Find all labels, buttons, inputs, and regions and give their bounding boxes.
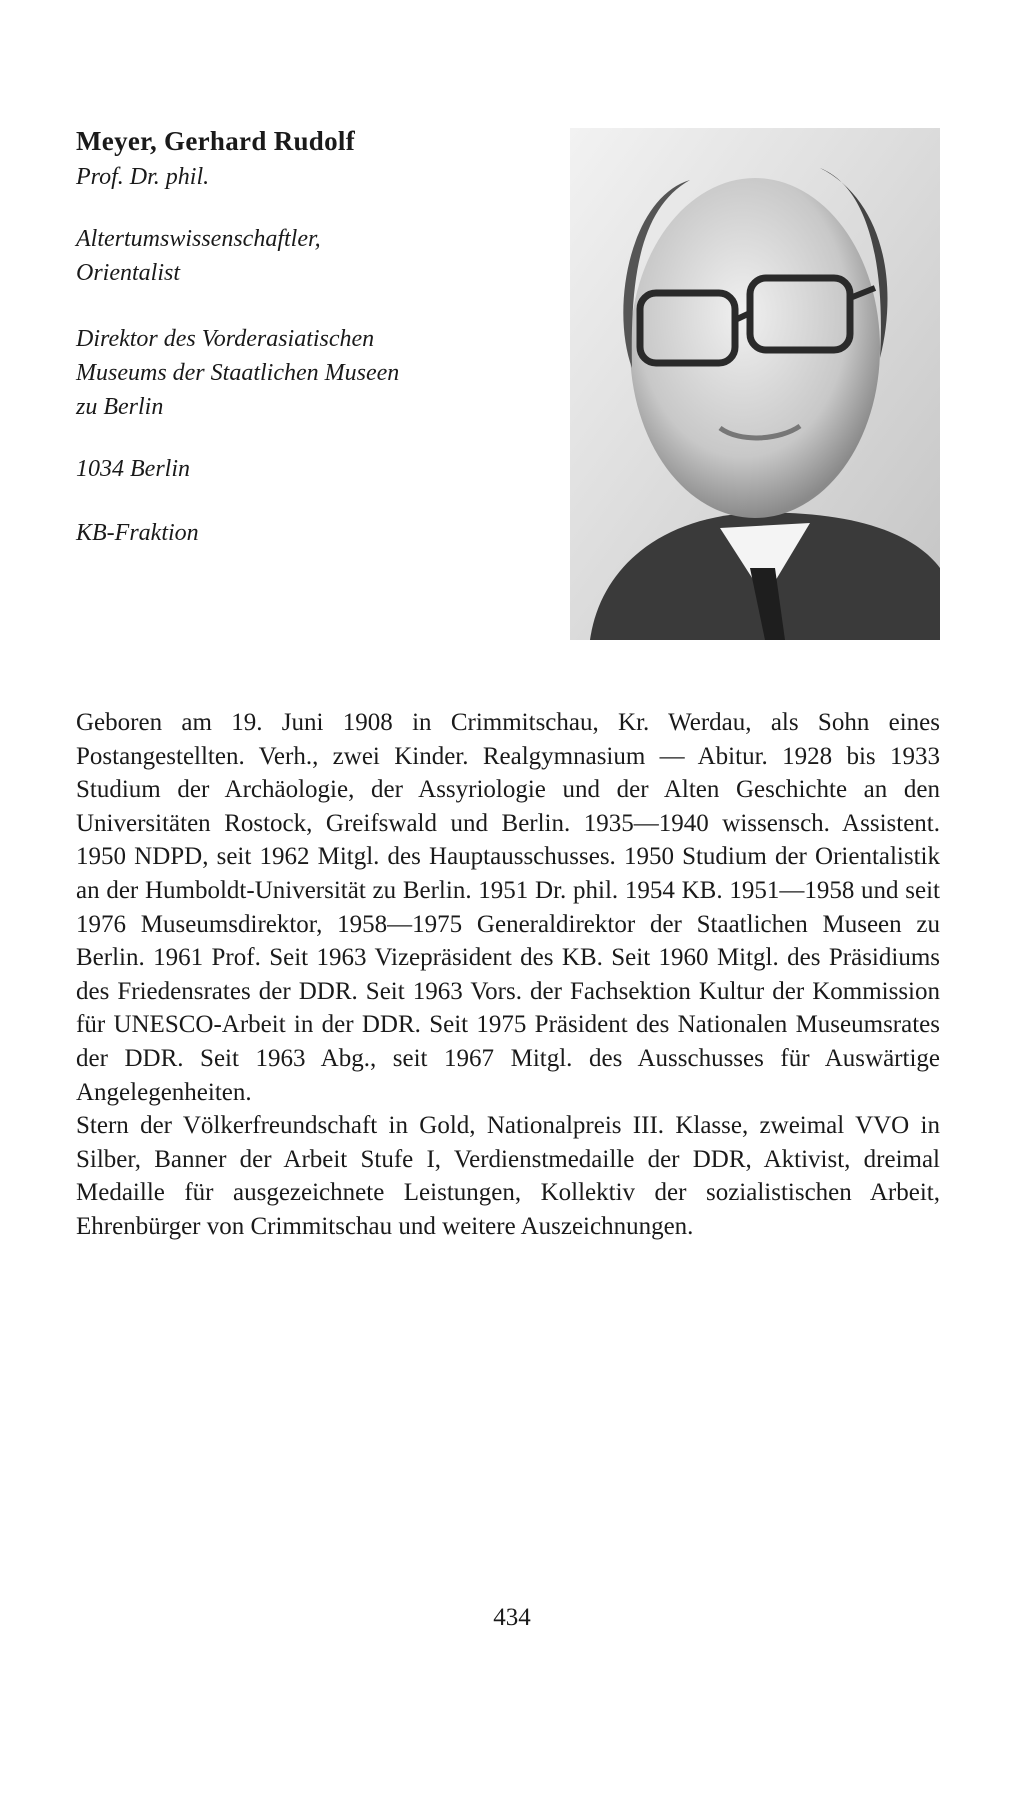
profession-line: Orientalist [76,260,181,286]
address: 1034 Berlin [76,456,190,482]
position-line: zu Berlin [76,394,164,420]
position-line: Museums der Staatlichen Museen [76,360,400,386]
academic-title: Prof. Dr. phil. [76,164,210,190]
profession [76,222,321,290]
position-line: Direktor des Vorderasiatischen [76,326,375,352]
page-number: 434 [493,1604,531,1631]
position [76,322,399,424]
profession-line: Altertumswissenschaftler, [76,226,321,252]
portrait-photo [570,128,940,640]
biography [76,706,940,1244]
fraction: KB-Fraktion [76,520,199,546]
biography-paragraph: Stern der Völkerfreundschaft in Gold, Nationalpreis III. Klasse, zweimal VVO in Silber, Banner der Arbeit Stufe I, Verdienstmedaille der DDR, Aktivist, dreimal Medaille für ausgezeichnete Leistungen, Kollektiv der sozialistischen Arbeit, Ehrenbürger von Crimmitschau und weitere Auszeichnungen. [76,1112,940,1240]
person-name: Meyer, Gerhard Rudolf [76,126,356,156]
biography-paragraph: Geboren am 19. Juni 1908 in Crimmitschau, Kr. Werdau, als Sohn eines Postangestellten. Verh., zwei Kinder. Realgymnasium — Abitur. 1928 bis 1933 Studium der Archäologie, der Assyriologie und der Alten Geschichte an den Universitäten Rostock, Greifswald und Berlin. 1935—1940 wissensch. Assistent. 1950 NDPD, seit 1962 Mitgl. des Hauptausschusses. 1950 Studium der Orientalistik an der Humboldt-Universität zu Berlin. 1951 Dr. phil. 1954 KB. 1951—1958 und seit 1976 Museumsdirektor, 1958—1975 Generaldirektor der Staatlichen Museen zu Berlin. 1961 Prof. Seit 1963 Vizepräsident des KB. Seit 1960 Mitgl. des Präsidiums des Friedensrates der DDR. Seit 1963 Vors. der Fachsektion Kultur der Kommission für UNESCO-Arbeit in der DDR. Seit 1975 Präsident des Nationalen Museumsrates der DDR. Seit 1963 Abg., seit 1967 Mitgl. des Ausschusses für Auswärtige Angelegenheiten. [76,709,940,1106]
